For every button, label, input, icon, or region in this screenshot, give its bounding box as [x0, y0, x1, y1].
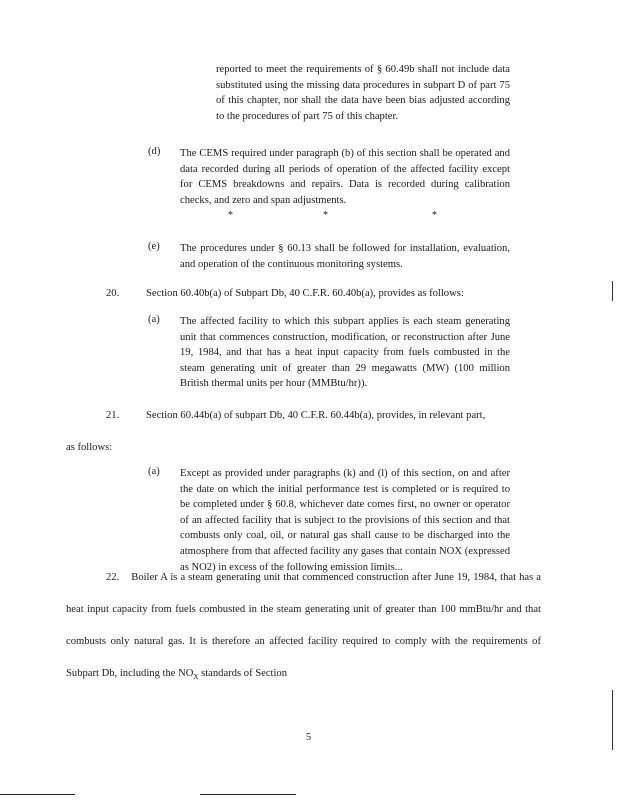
- star: *: [323, 210, 328, 221]
- para-d-label: (d): [148, 146, 161, 157]
- page-number: 5: [305, 732, 312, 743]
- para-20a-label: (a): [148, 314, 160, 325]
- para-20-text: Section 60.40b(a) of Subpart Db, 40 C.F.R. 60.40b(a), provides as follows:: [146, 288, 464, 299]
- para-21-continuation: as follows:: [66, 442, 113, 453]
- para-22-text: Boiler A is a steam generating unit that commenced construction after June 19, 1984, that has a heat input capacity from fuels combusted in the steam generating unit of greater than 100 mmBtu/hr and that combusts only natural gas. It is therefore an affected facility required to comply with the requirements of Subpart Db, including the NO: [66, 572, 541, 679]
- nox-subscript: X: [193, 673, 199, 682]
- star: *: [228, 210, 233, 221]
- star: *: [432, 210, 437, 221]
- para-20a-text: The affected facility to which this subpart applies is each steam generating unit that commences construction, modification, or reconstruction after June 19, 1984, and that has a heat input capacity from fuels combusted in the steam generating unit of greater than 29 megawatts (MW) (100 million British thermal units per hour (MMBtu/hr)).: [180, 316, 510, 390]
- para-22-text-end: standards of Section: [198, 668, 288, 679]
- footer-rule: [0, 794, 75, 795]
- para-21-number: 21.: [106, 410, 120, 421]
- para-d-text: The CEMS required under paragraph (b) of this section shall be operated and data recorded during all periods of operation of the affected facility except for CEMS breakdowns and repairs. Data is recorded during calibration checks, and zero and span adjustments.: [180, 148, 510, 206]
- para-e-label: (e): [148, 241, 160, 252]
- para-21-text: Section 60.44b(a) of subpart Db, 40 C.F.R. 60.44b(a), provides, in relevant part,: [146, 410, 486, 421]
- para-21a-text: Except as provided under paragraphs (k) and (l) of this section, on and after the date on which the initial performance test is completed or is required to be completed under § 60.8, whichever date comes first, no owner or operator of an affected facility that is subject to the provisions of this section and that combusts only coal, oil, or natural gas shall cause to be discharged into the atmosphere from that affected facility any gases that contain NOX (expressed as NO2) in excess of the following emission limits...: [180, 468, 510, 573]
- quoted-continuation: reported to meet the requirements of § 60.49b shall not include data substituted using the missing data procedures in subpart D of part 75 of this chapter, nor shall the data have been bias adjusted according to the procedures of part 75 of this chapter.: [216, 64, 510, 122]
- para-22-number: 22.: [106, 572, 120, 583]
- para-22: [66, 562, 541, 693]
- margin-mark: [612, 690, 613, 750]
- margin-mark: [612, 281, 613, 301]
- para-e-text: The procedures under § 60.13 shall be followed for installation, evaluation, and operation of the continuous monitoring systems.: [180, 243, 510, 270]
- footer-rule: [200, 794, 296, 795]
- para-20-number: 20.: [106, 288, 120, 299]
- para-21a-label: (a): [148, 466, 160, 477]
